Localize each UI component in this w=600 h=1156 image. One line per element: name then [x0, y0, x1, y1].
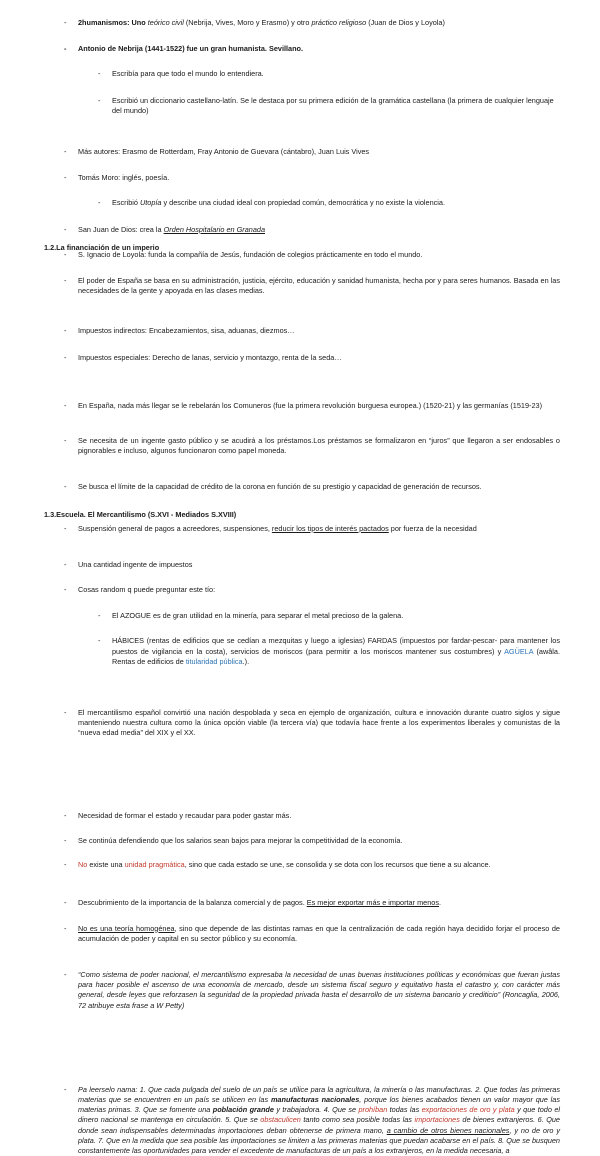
bullet-impuestos: - Una cantidad ingente de impuestos [0, 560, 600, 570]
bullet-comuneros: - En España, nada más llegar se le rebelarán los Comuneros (fue la primera revolución burguesa europea.) (1520-21) y las germanías (1519-23) [0, 401, 600, 411]
sub-bullet-nebrija-2: - Escribió un diccionario castellano-latín. Se le destaca por su primera edición de la gramática castellana (la primera de cualquier lenguaje del mundo) [0, 96, 600, 116]
bullet-credito: - Se busca el límite de la capacidad de crédito de la corona en función de su prestigio y capacidad de generación de recursos. [0, 482, 600, 492]
bullet-moro: - Tomás Moro: inglés, poesía. [0, 173, 600, 183]
bullet-indirectos: - Impuestos indirectos: Encabezamientos, sisa, aduanas, diezmos… [0, 326, 600, 336]
bullet-suspension: - Suspensión general de pagos a acreedores, suspensiones, reducir los tipos de interés pactados por fuerza de la necesidad [0, 524, 600, 534]
bullet-pa-leerselo: - Pa leerselo nama: 1. Que cada pulgada del suelo de un país se utilice para la agricultura, la minería o las manufacturas. 2. Que todas las primeras materias que se encuentren en un país se utilicen en las manufacturas nacionales, porque los bienes acabados tienen un valor mayor que las materias primas. 3. Que se fomente una población grande y trabajadora. 4. Que se prohíban todas las exportaciones de oro y plata y que todo el dinero nacional se mantenga en circulación. 5. Que se obstaculicen tanto como sea posible todas las importaciones de bienes extranjeros. 6. Que donde sean indispensables determinadas importaciones deban obtenerse de primera mano, a cambio de otros bienes nacionales, y no de oro y plata. 7. Que en la medida que sea posible las importaciones se limiten a las primeras materias que puedan acabarse en el país. 8. Que se busquen constantemente las oportunidades para vender el excedente de manufacturas de un país a los extranjeros, en la medida necesaria, a [0, 1085, 600, 1156]
heading-1-2: 1.2.La financiación de un imperio [44, 243, 160, 252]
bullet-especiales: - Impuestos especiales: Derecho de lanas, servicio y montazgo, renta de la seda… [0, 353, 600, 363]
bullet-mas-autores: - Más autores: Erasmo de Rotterdam, Fray Antonio de Guevara (cántabro), Juan Luis Vives [0, 147, 600, 157]
heading-1-3: 1.3.Escuela. El Mercantilismo (S.XVI - Mediados S.XVIII) [44, 510, 237, 519]
bullet-nebrija: - Antonio de Nebrija (1441-1522) fue un gran humanista. Sevillano. [0, 44, 600, 54]
bullet-unidad: - No existe una unidad pragmática, sino que cada estado se une, se consolida y se dota con los recursos que tiene a su alcance. [0, 860, 600, 870]
bullet-poder: - El poder de España se basa en su administración, justicia, ejército, educación y sanidad humanista, hecha por y para seres humanos. Basada en las necesidades de la gente y apoyada en las clases medias. [0, 276, 600, 296]
sub-bullet-azogue: - El AZOGUE es de gran utilidad en la minería, para separar el metal precioso de la galena. [0, 611, 600, 621]
bullet-formar-estado: - Necesidad de formar el estado y recaudar para poder gastar más. [0, 811, 600, 821]
bullet-cita-petty: - “Como sistema de poder nacional, el mercantilismo expresaba la necesidad de unas buenas instituciones políticas y económicas que fueran justas para hacer posible el ascenso de una economía de mercado, desde un sistema fiscal seguro y equitativo hasta el catastro y, con carácter más general, desde leyes que reforzasen la seguridad de la propiedad privada hasta el desarrollo de un sistema bancario y crediticio” (Roncaglia, 2006, 72 atribuye esta frase a W Petty) [0, 970, 600, 1011]
bullet-prestamos: - Se necesita de un ingente gasto público y se acudirá a los préstamos.Los préstamos se formalizaron en “juros” que llegaron a ser endosables o pignorables e incluso, algunos funcionaron como papel moneda. [0, 436, 600, 456]
bullet-mercantilismo-espanol: - El mercantilismo español convirtió una nación despoblada y seca en ejemplo de organización, cultura e innovación durante cuatro siglos y sigue manteniendo nuestra cultura como la única opción viable (la tercera vía) que todavía hace frente a los experimentos liberales y comunistas de la “nueva edad media” del XIX y el XX. [0, 708, 600, 739]
sub-bullet-utopia: - Escribió Utopía y describe una ciudad ideal con propiedad común, democrática y no existe la violencia. [0, 198, 600, 208]
bullet-loyola: - S. Ignacio de Loyola: funda la compañía de Jesús, fundación de colegios prácticamente en todo el mundo. [0, 250, 600, 260]
bullet-humanismos: - 2humanismos: Uno teórico civil (Nebrija, Vives, Moro y Erasmo) y otro práctico religioso (Juan de Dios y Loyola) [0, 18, 600, 28]
bullet-juan-de-dios: - San Juan de Dios: crea la Orden Hospitalario en Granada [0, 225, 600, 235]
bullet-random: - Cosas random q puede preguntar este tío: [0, 585, 600, 595]
bullet-salarios: - Se continúa defendiendo que los salarios sean bajos para mejorar la competitividad de la economía. [0, 836, 600, 846]
bullet-balanza: - Descubrimiento de la importancia de la balanza comercial y de pagos. Es mejor exportar más e importar menos. [0, 898, 600, 908]
bullet-homogenea: - No es una teoría homogénea, sino que depende de las distintas ramas en que la centralización de cada región haya decidido forjar el proceso de acumulación de poder y capital en su sector público y su economía. [0, 924, 600, 944]
sub-bullet-habices: - HÁBICES (rentas de edificios que se cedían a mezquitas y luego a iglesias) FARDAS (impuestos por fardar-pescar- para mantener los puestos de vigilancia en la costa), servicios de moriscos (para permitir a los moriscos mantener sus costumbres) y AGÜELA (awâla. Rentas de edificios de titularidad pública.). [0, 636, 600, 667]
sub-bullet-nebrija-1: - Escribía para que todo el mundo lo entendiera. [0, 69, 600, 79]
